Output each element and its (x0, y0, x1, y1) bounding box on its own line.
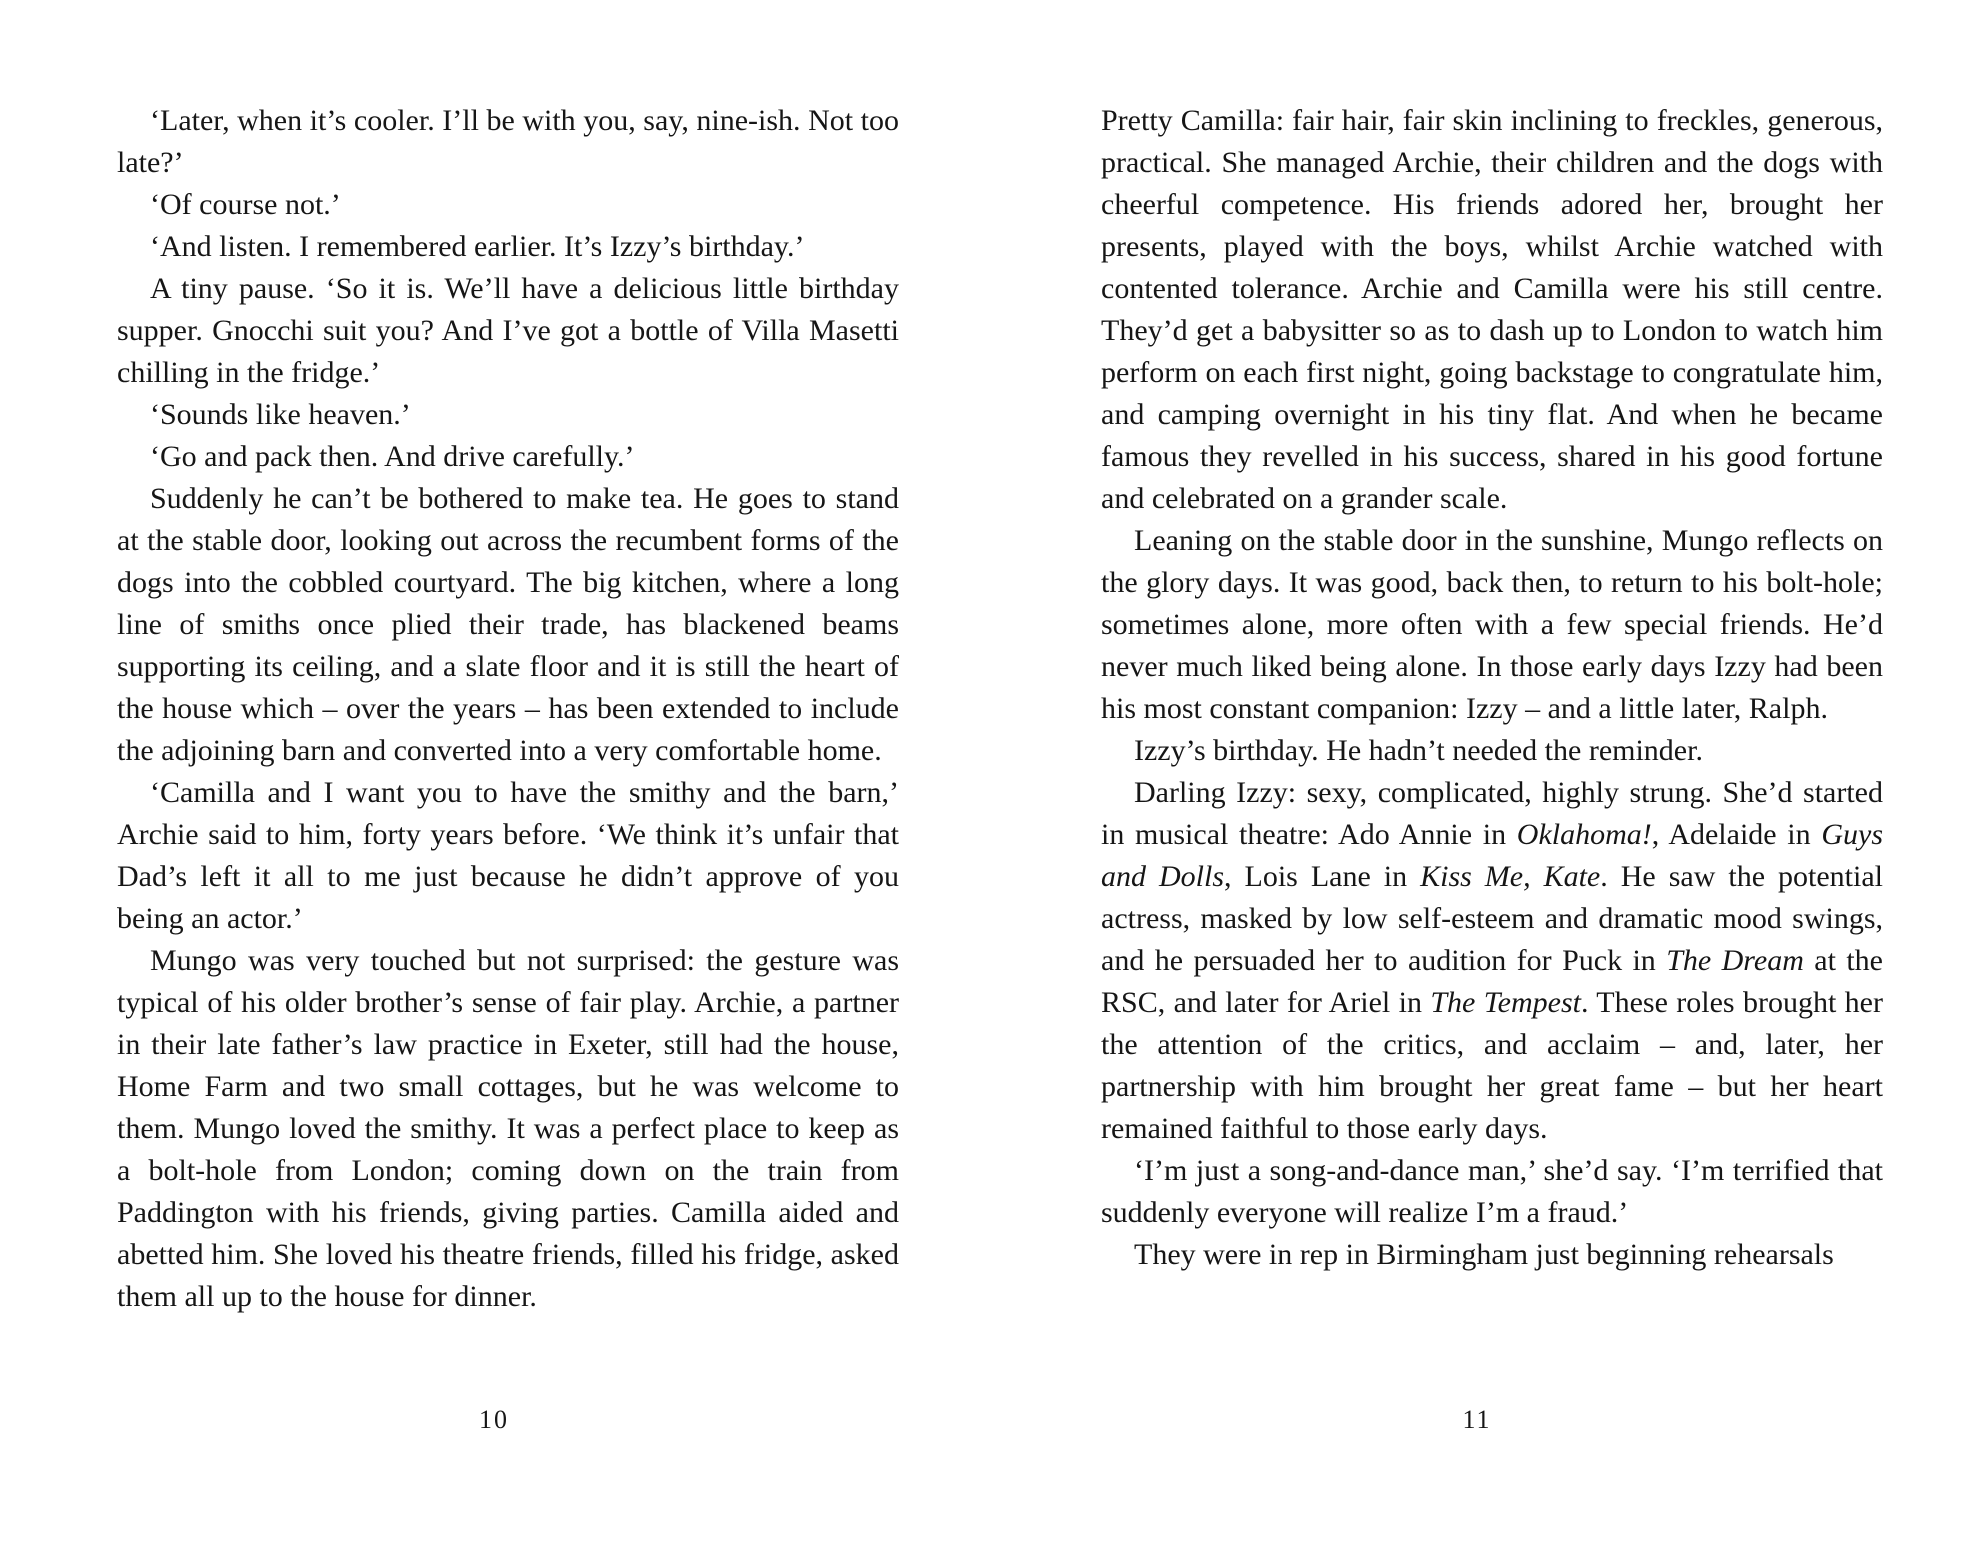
paragraph: Mungo was very touched but not surprised: the gesture was typical of his older brother’s sense of fair play. Archie, a partner in their late father’s law practice in Exeter, still had the house, Home Farm and two small cottages, but he was welcome to them. Mungo loved the smithy. It was a perfect place to keep as a bolt-hole from London; coming down on the train from Paddington with his friends, giving parties. Camilla aided and abetted him. She loved his theatre friends, filled his fridge, asked them all up to the house for dinner. (117, 944, 899, 1313)
text-segment: . These roles brought her the attention of the critics, and acclaim – and, later, her partnership with him brought her great fame – but her heart remained faithful to those early days. (1101, 986, 1883, 1145)
right-page (1101, 100, 1883, 1276)
paragraph: Pretty Camilla: fair hair, fair skin inclining to freckles, generous, practical. She managed Archie, their children and the dogs with cheerful competence. His friends adored her, brought her presents, played with the boys, whilst Archie watched with contented tolerance. Archie and Camilla were his still centre. They’d get a babysitter so as to dash up to London to watch him perform on each first night, going backstage to congratulate him, and camping overnight in his tiny flat. And when he became famous they revelled in his success, shared in his good fortune and celebrated on a grander scale. (1101, 104, 1883, 515)
paragraph: Izzy’s birthday. He hadn’t needed the reminder. (1134, 734, 1703, 767)
text-segment: , Lois Lane in (1224, 860, 1421, 893)
page-number-right: 11 (1462, 1405, 1492, 1434)
paragraph: Suddenly he can’t be bothered to make tea. He goes to stand at the stable door, looking out across the recumbent forms of the dogs into the cobbled courtyard. The big kitchen, where a long line of smiths once plied their trade, has blackened beams supporting its ceiling, and a slate floor and it is still the heart of the house which – over the years – has been extended to include the adjoining barn and converted into a very comfortable home. (117, 482, 899, 767)
work-title: The Dream (1666, 944, 1804, 977)
paragraph: ‘Sounds like heaven.’ (150, 398, 411, 431)
paragraph-with-titles (1101, 772, 1883, 1150)
paragraph: ‘Go and pack then. And drive carefully.’ (150, 440, 635, 473)
paragraph: ‘Of course not.’ (150, 188, 341, 221)
left-page (117, 100, 899, 1318)
paragraph: ‘And listen. I remembered earlier. It’s Izzy’s birthday.’ (150, 230, 805, 263)
work-title: Oklahoma! (1516, 818, 1652, 851)
paragraph: They were in rep in Birmingham just beginning rehearsals (1134, 1238, 1834, 1271)
text-segment: Darling Izzy: sexy, complicated, highly strung. She’d started in musical theatre: Ado Annie in (1101, 776, 1883, 851)
work-title: The Tempest (1430, 986, 1581, 1019)
text-segment: , Adelaide in (1651, 818, 1822, 851)
text-segment: at the RSC, and later for Ariel in (1101, 944, 1883, 1019)
work-title: Kiss Me, Kate (1420, 860, 1601, 893)
paragraph: Leaning on the stable door in the sunshine, Mungo reflects on the glory days. It was good, back then, to return to his bolt-hole; sometimes alone, more often with a few special friends. He’d never much liked being alone. In those early days Izzy had been his most constant companion: Izzy – and a little later, Ralph. (1101, 524, 1883, 725)
paragraph: ‘Later, when it’s cooler. I’ll be with you, say, nine-ish. Not too late?’ (117, 104, 899, 179)
page-number-left: 10 (479, 1405, 509, 1434)
text-segment: . He saw the potential actress, masked by low self-esteem and dramatic mood swings, and he persuaded her to audition for Puck in (1101, 860, 1883, 977)
paragraph: ‘Camilla and I want you to have the smithy and the barn,’ Archie said to him, forty years before. ‘We think it’s unfair that Dad’s left it all to me just because he didn’t approve of you being an actor.’ (117, 776, 899, 935)
work-title: Guys and Dolls (1101, 818, 1883, 893)
paragraph: A tiny pause. ‘So it is. We’ll have a delicious little birthday supper. Gnocchi suit you? And I’ve got a bottle of Villa Masetti chilling in the fridge.’ (117, 272, 899, 389)
paragraph: ‘I’m just a song-and-dance man,’ she’d say. ‘I’m terrified that suddenly everyone will realize I’m a fraud.’ (1101, 1154, 1883, 1229)
